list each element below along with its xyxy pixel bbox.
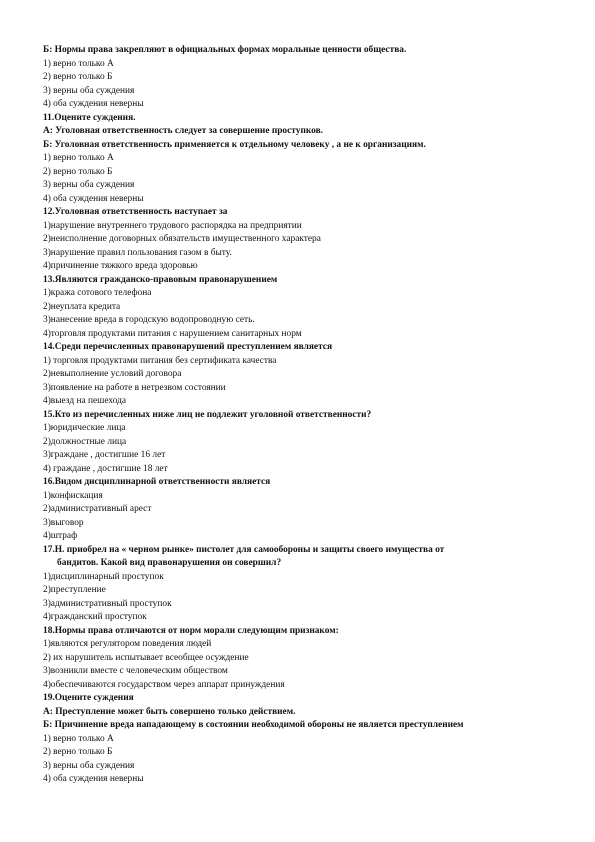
question-line: 13.Являются гражданско-правовым правонарушением	[43, 274, 278, 285]
question-line: Б: Уголовная ответственность применяется к отдельному человеку , а не к организациям.	[43, 139, 426, 150]
answer-option: 1) верно только А	[43, 153, 114, 163]
answer-option: 2) их нарушитель испытывает всеобщее осуждение	[43, 652, 249, 663]
question-line: 17.Н. приобрел на « черном рынке» пистолет для самообороны и защиты своего имущества от	[43, 544, 445, 555]
answer-option: 3)нанесение вреда в городскую водопроводную сеть.	[43, 315, 255, 325]
answer-option: 2) верно только Б	[43, 166, 113, 177]
question-line: 15.Кто из перечисленных ниже лиц не подлежит уголовной ответственности?	[43, 409, 372, 420]
answer-option: 4)обеспечиваются государством через аппарат принуждения	[43, 679, 285, 690]
answer-option: 4) оба суждения неверны	[43, 99, 144, 109]
answer-option: 1) торговля продуктами питания без сертификата качества	[43, 355, 277, 366]
question-line: А: Уголовная ответственность следует за совершение проступков.	[43, 126, 323, 136]
answer-option: 2) верно только Б	[43, 72, 113, 82]
answer-option: 3)граждане , достигшие 16 лет	[43, 450, 166, 460]
answer-option: 2)неисполнение договорных обязательств имущественного характера	[43, 234, 321, 244]
answer-option: 1)юридические лица	[43, 423, 126, 433]
question-line: 12.Уголовная ответственность наступает за	[43, 207, 228, 217]
question-line: Б: Причинение вреда нападающему в состоянии необходимой обороны не является преступлением	[43, 720, 464, 730]
answer-option: 3)возникли вместе с человеческим обществом	[43, 666, 228, 676]
answer-option: 4) оба суждения неверны	[43, 774, 144, 784]
answer-option: 2)должностные лица	[43, 436, 127, 447]
answer-option: 3)нарушение правил пользования газом в быту.	[43, 247, 232, 258]
question-line: 16.Видом дисциплинарной ответственности является	[43, 477, 271, 487]
question-line: 18.Нормы права отличаются от норм морали следующим признаком:	[43, 625, 339, 636]
answer-option: 2)преступление	[43, 585, 106, 595]
answer-option: 2)невыполнение условий договора	[43, 369, 182, 379]
answer-option: 4) граждане , достигшие 18 лет	[43, 463, 168, 474]
answer-option: 1) верно только А	[43, 733, 114, 744]
answer-option: 1) верно только А	[43, 58, 114, 69]
answer-option: 3) верны оба суждения	[43, 760, 135, 771]
question-line: 11.Оцените суждения.	[43, 112, 136, 123]
answer-option: 1)являются регулятором поведения людей	[43, 639, 212, 649]
answer-option: 3) верны оба суждения	[43, 85, 135, 96]
answer-option: 1)кража сотового телефона	[43, 288, 152, 298]
question-line: А: Преступление может быть совершено только действием.	[43, 706, 296, 717]
answer-option: 2)административный арест	[43, 504, 152, 514]
answer-option: 4) оба суждения неверны	[43, 193, 144, 204]
answer-option: 4)штраф	[43, 531, 78, 541]
answer-option: 3)появление на работе в нетрезвом состоянии	[43, 382, 226, 393]
answer-option: 1)нарушение внутреннего трудового распорядка на предприятии	[43, 220, 302, 231]
document-text	[43, 44, 563, 787]
question-line: 19.Оцените суждения	[43, 693, 134, 703]
answer-option: 4)выезд на пешехода	[43, 396, 127, 406]
answer-option: 4)торговля продуктами питания с нарушением санитарных норм	[43, 328, 302, 339]
answer-option: 4)гражданский проступок	[43, 612, 147, 622]
answer-option: 1)дисциплинарный проступок	[43, 571, 164, 582]
answer-option: 2)неуплата кредита	[43, 301, 121, 312]
answer-option: 2) верно только Б	[43, 747, 113, 757]
question-line: Б: Нормы права закрепляют в официальных формах моральные ценности общества.	[43, 45, 407, 55]
answer-option: 3) верны оба суждения	[43, 180, 135, 190]
answer-option: 4)причинение тяжкого вреда здоровью	[43, 261, 198, 271]
answer-option: 1)конфискация	[43, 490, 103, 501]
answer-option: 3)выговор	[43, 517, 84, 528]
question-line: бандитов. Какой вид правонарушения он совершил?	[57, 558, 282, 568]
question-line: 14.Среди перечисленных правонарушений преступлением является	[43, 342, 333, 352]
answer-option: 3)административный проступок	[43, 598, 172, 609]
